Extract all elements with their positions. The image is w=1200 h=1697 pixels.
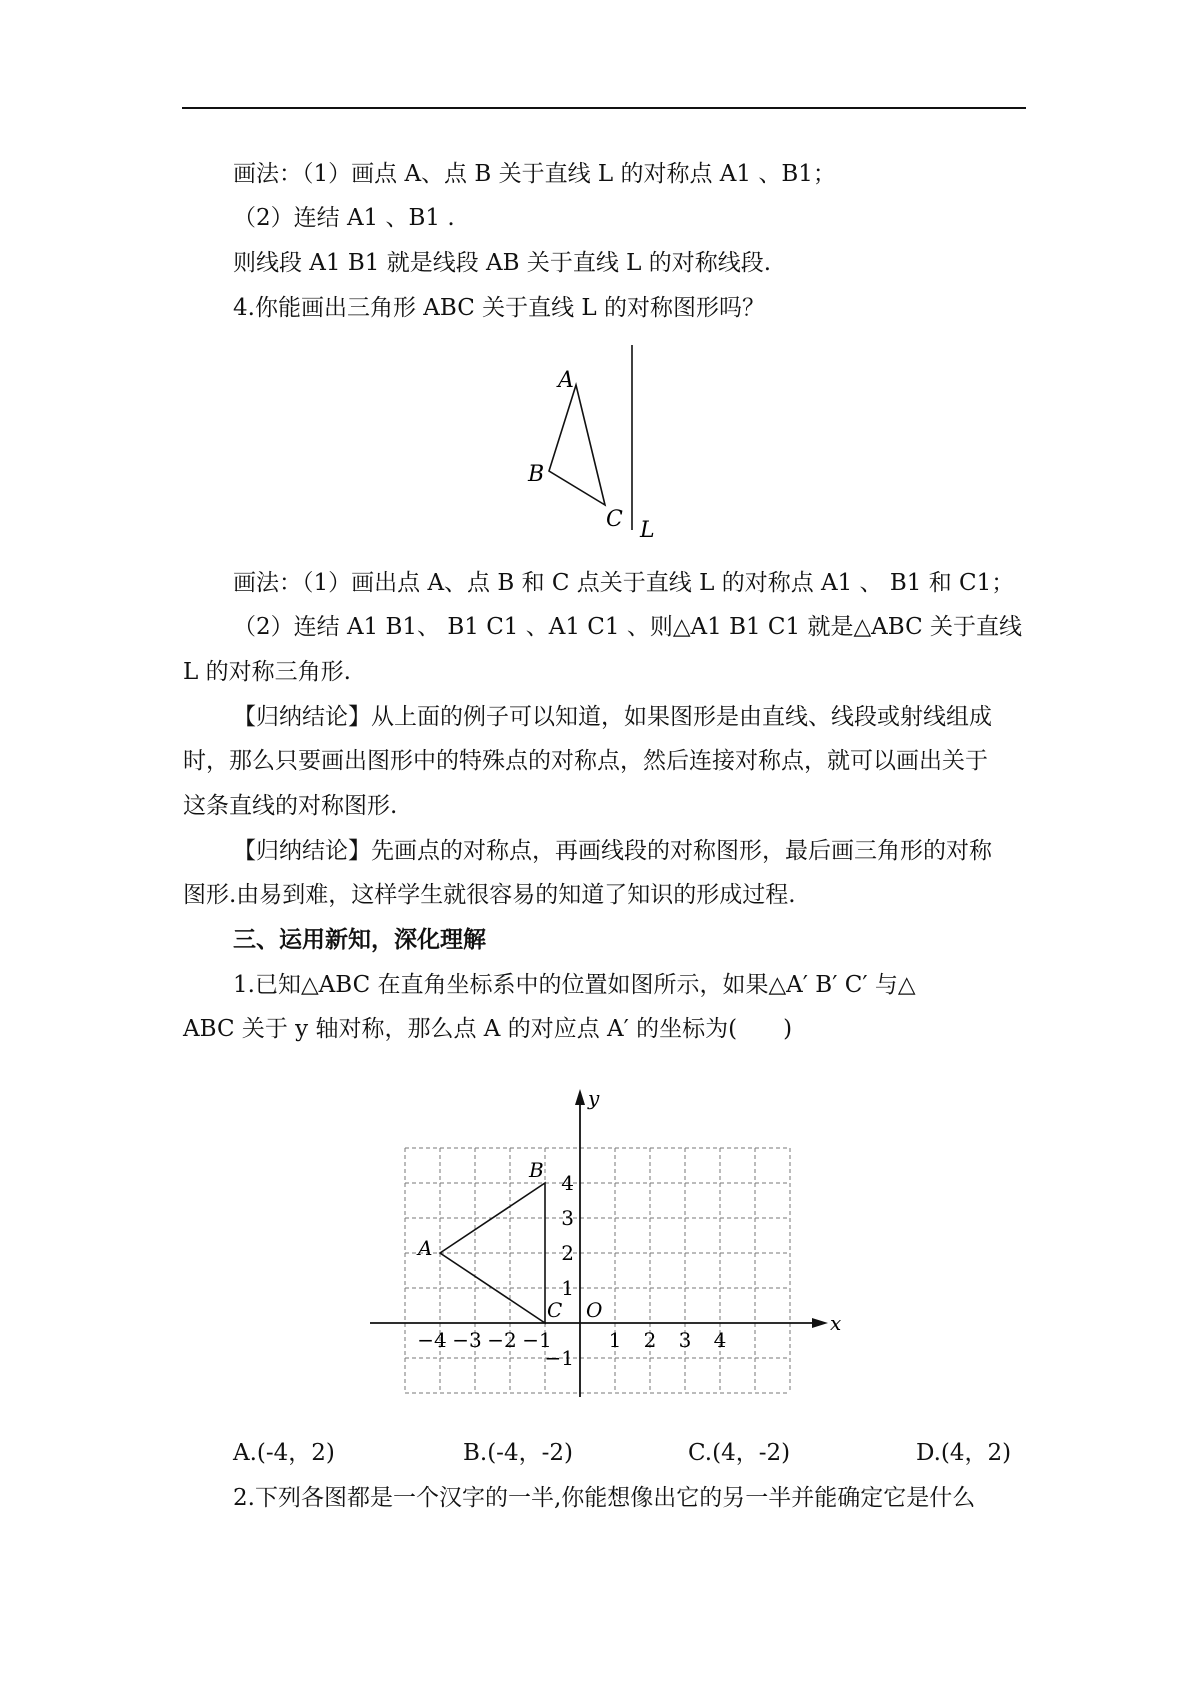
y-tick-label: 4 (561, 1171, 574, 1195)
label-c: C (606, 507, 623, 532)
x-axis-label: x (830, 1311, 842, 1335)
header-rule (182, 107, 1026, 109)
paragraph-step1: 画法：（1）画点 A、点 B 关于直线 L 的对称点 A1 、B1； (233, 161, 836, 187)
point-label-a: A (418, 1236, 433, 1260)
paragraph-result: 则线段 A1 B1 就是线段 AB 关于直线 L 的对称线段. (233, 250, 772, 276)
x-tick-label: 4 (713, 1328, 727, 1352)
x-tick-label: −2 (487, 1328, 517, 1352)
option-a: A.(-4，2) (233, 1440, 335, 1466)
label-a: A (558, 368, 574, 393)
point-label-b: B (529, 1158, 544, 1182)
problem2-line1: 2.下列各图都是一个汉字的一半,你能想像出它的另一半并能确定它是什么 (233, 1485, 976, 1511)
origin-label: O (586, 1298, 603, 1322)
question-4: 4.你能画出三角形 ABC 关于直线 L 的对称图形吗？ (233, 295, 765, 321)
x-tick-label: 2 (643, 1328, 657, 1352)
y-tick-label: −1 (544, 1346, 574, 1370)
option-c: C.(4，-2) (688, 1440, 791, 1466)
conclusion1-line1: 【归纳结论】从上面的例子可以知道，如果图形是由直线、线段或射线组成 (233, 704, 992, 730)
coordinate-graph (360, 1085, 850, 1415)
label-l: L (640, 518, 655, 540)
conclusion2-line1: 【归纳结论】先画点的对称点，再画线段的对称图形，最后画三角形的对称 (233, 838, 992, 864)
y-tick-label: 3 (561, 1206, 574, 1230)
x-tick-label: 1 (608, 1328, 622, 1352)
option-b: B.(-4，-2) (463, 1440, 573, 1466)
y-tick-label: 2 (561, 1241, 574, 1265)
y-axis-label: y (588, 1086, 600, 1110)
section3-heading: 三、运用新知，深化理解 (233, 926, 486, 953)
conclusion2-line2: 图形.由易到难，这样学生就很容易的知道了知识的形成过程. (183, 882, 796, 908)
x-tick-label: −3 (452, 1328, 482, 1352)
paragraph-step2: （2）连结 A1 、B1 . (233, 205, 455, 231)
option-d: D.(4，2) (916, 1440, 1012, 1466)
y-axis-arrow (575, 1089, 585, 1105)
conclusion1-line3: 这条直线的对称图形. (183, 793, 398, 819)
q4-step2-line1: （2）连结 A1 B1、 B1 C1 、A1 C1 、则△A1 B1 C1 就是△ABC 关于直线 (233, 614, 1022, 640)
x-tick-label: −1 (522, 1328, 552, 1352)
triangle-figure (520, 340, 660, 540)
triangle-abc (549, 385, 605, 505)
x-tick-label: −4 (417, 1328, 447, 1352)
q4-step1: 画法：（1）画出点 A、点 B 和 C 点关于直线 L 的对称点 A1 、 B1 和 C1； (233, 570, 1015, 596)
problem1-line2: ABC 关于 y 轴对称，那么点 A 的对应点 A′ 的坐标为( ) (183, 1016, 793, 1042)
point-label-c: C (547, 1298, 563, 1322)
conclusion1-line2: 时，那么只要画出图形中的特殊点的对称点，然后连接对称点，就可以画出关于 (183, 748, 988, 774)
x-tick-label: 3 (678, 1328, 692, 1352)
y-tick-label: 1 (561, 1276, 574, 1300)
x-axis-arrow (812, 1318, 828, 1328)
problem1-line1: 1.已知△ABC 在直角坐标系中的位置如图所示，如果△A′ B′ C′ 与△ (233, 972, 916, 998)
label-b: B (528, 462, 545, 487)
q4-step2-line2: L 的对称三角形. (183, 659, 351, 685)
